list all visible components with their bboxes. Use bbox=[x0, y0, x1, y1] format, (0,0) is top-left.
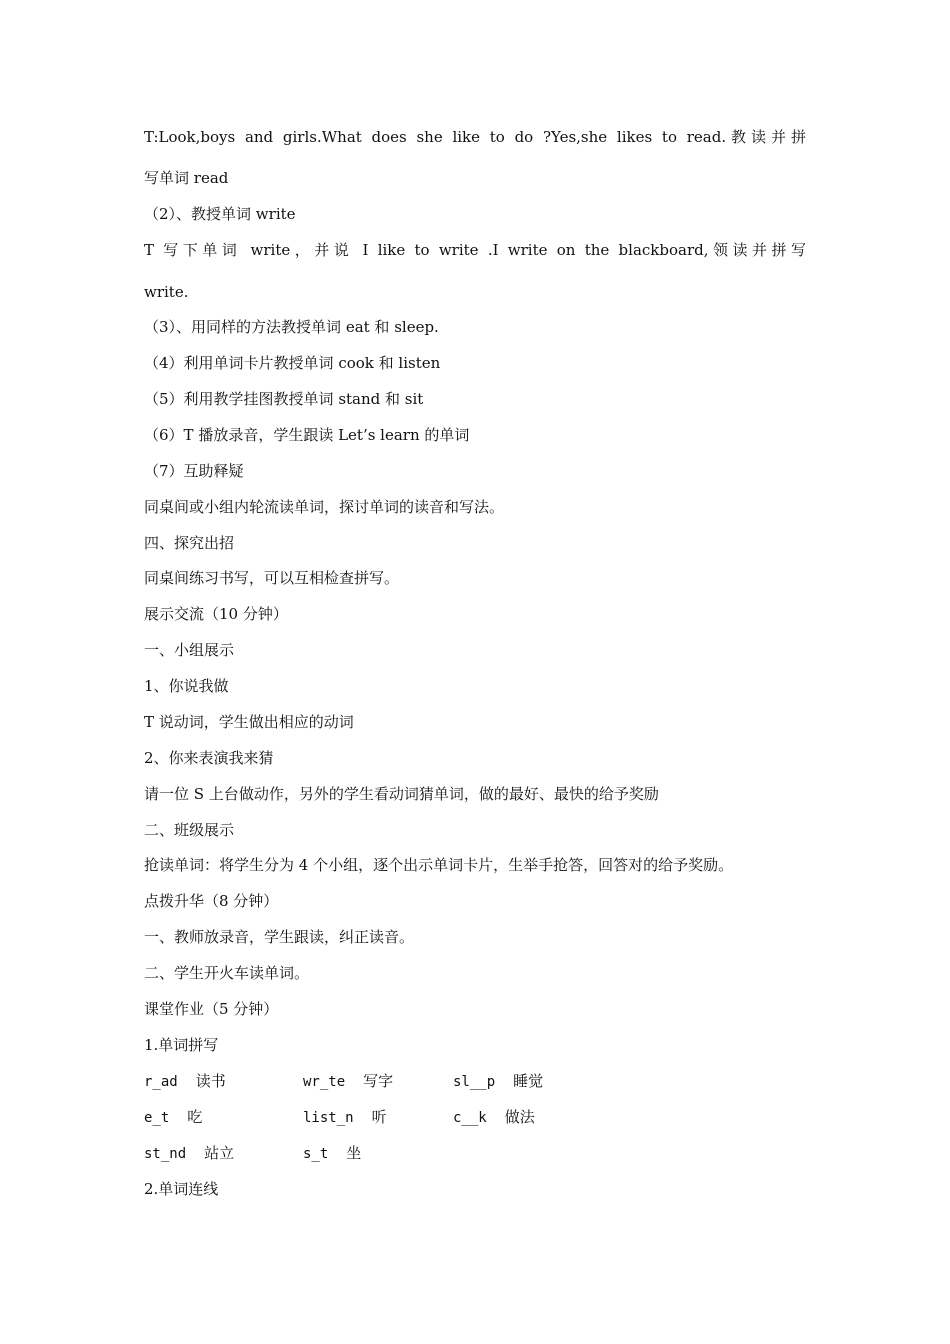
text-line-6: （3）、用同样的方法教授单词 eat 和 sleep. bbox=[144, 318, 439, 336]
text-line-21: 抢读单词：将学生分为 4 个小组，逐个出示单词卡片，生举手抢答，回答对的给予奖励。 bbox=[144, 856, 734, 874]
spelling-item bbox=[303, 1107, 387, 1128]
spelling-meaning: 睡觉 bbox=[513, 1072, 544, 1090]
spelling-meaning: 坐 bbox=[346, 1144, 362, 1162]
spelling-meaning: 吃 bbox=[187, 1108, 203, 1126]
section-heading: 一、小组展示 bbox=[144, 641, 235, 659]
text-line-9: （6）T 播放录音，学生跟读 Let’s learn 的单词 bbox=[144, 426, 470, 444]
text-line-1: T:Look,boys and girls.What does she like to do ?Yes,she likes to read.教读并拼 bbox=[144, 128, 806, 146]
spelling-word: s_t bbox=[303, 1146, 329, 1162]
text-line-5: write. bbox=[144, 283, 189, 301]
exercise-heading: 2.单词连线 bbox=[144, 1180, 219, 1198]
section-heading: 四、探究出招 bbox=[144, 534, 235, 552]
text-line-23: 一、教师放录音，学生跟读，纠正读音。 bbox=[144, 928, 415, 946]
spelling-item bbox=[453, 1107, 535, 1128]
text-line-3: （2）、教授单词 write bbox=[144, 205, 296, 223]
spelling-item bbox=[144, 1107, 202, 1128]
spelling-word: st_nd bbox=[144, 1146, 187, 1162]
spelling-word: e_t bbox=[144, 1110, 170, 1126]
text-line-24: 二、学生开火车读单词。 bbox=[144, 964, 310, 982]
spelling-item bbox=[144, 1071, 226, 1092]
exercise-heading: 1.单词拼写 bbox=[144, 1036, 219, 1054]
text-line-4: T 写下单词 write，并说 I like to write .I write on the blackboard,领读并拼写 bbox=[144, 241, 806, 259]
text-line-11: 同桌间或小组内轮流读单词，探讨单词的读音和写法。 bbox=[144, 498, 505, 516]
text-line-10: （7）互助释疑 bbox=[144, 462, 244, 480]
text-line-17: T 说动词，学生做出相应的动词 bbox=[144, 713, 354, 731]
section-heading: 点拨升华（8 分钟） bbox=[144, 892, 279, 910]
spelling-meaning: 写字 bbox=[363, 1072, 394, 1090]
spelling-word: r_ad bbox=[144, 1074, 178, 1090]
spelling-meaning: 听 bbox=[371, 1108, 387, 1126]
text-line-18: 2、你来表演我来猜 bbox=[144, 749, 274, 767]
spelling-item bbox=[303, 1143, 361, 1164]
section-heading: 二、班级展示 bbox=[144, 821, 235, 839]
spelling-item bbox=[303, 1071, 393, 1092]
spelling-word: list_n bbox=[303, 1110, 354, 1126]
spelling-meaning: 站立 bbox=[204, 1144, 235, 1162]
spelling-item bbox=[453, 1071, 543, 1092]
section-heading: 课堂作业（5 分钟） bbox=[144, 1000, 279, 1018]
spelling-word: sl__p bbox=[453, 1074, 496, 1090]
text-line-2: 写单词 read bbox=[144, 169, 229, 187]
text-line-13: 同桌间练习书写，可以互相检查拼写。 bbox=[144, 569, 400, 587]
section-heading: 展示交流（10 分钟） bbox=[144, 605, 288, 623]
spelling-meaning: 做法 bbox=[504, 1108, 535, 1126]
text-line-8: （5）利用教学挂图教授单词 stand 和 sit bbox=[144, 390, 424, 408]
spelling-item bbox=[144, 1143, 234, 1164]
spelling-word: wr_te bbox=[303, 1074, 346, 1090]
spelling-meaning: 读书 bbox=[195, 1072, 226, 1090]
spelling-word: c__k bbox=[453, 1110, 487, 1126]
text-line-16: 1、你说我做 bbox=[144, 677, 229, 695]
text-line-19: 请一位 S 上台做动作，另外的学生看动词猜单词，做的最好、最快的给予奖励 bbox=[144, 785, 659, 803]
text-line-7: （4）利用单词卡片教授单词 cook 和 listen bbox=[144, 354, 441, 372]
